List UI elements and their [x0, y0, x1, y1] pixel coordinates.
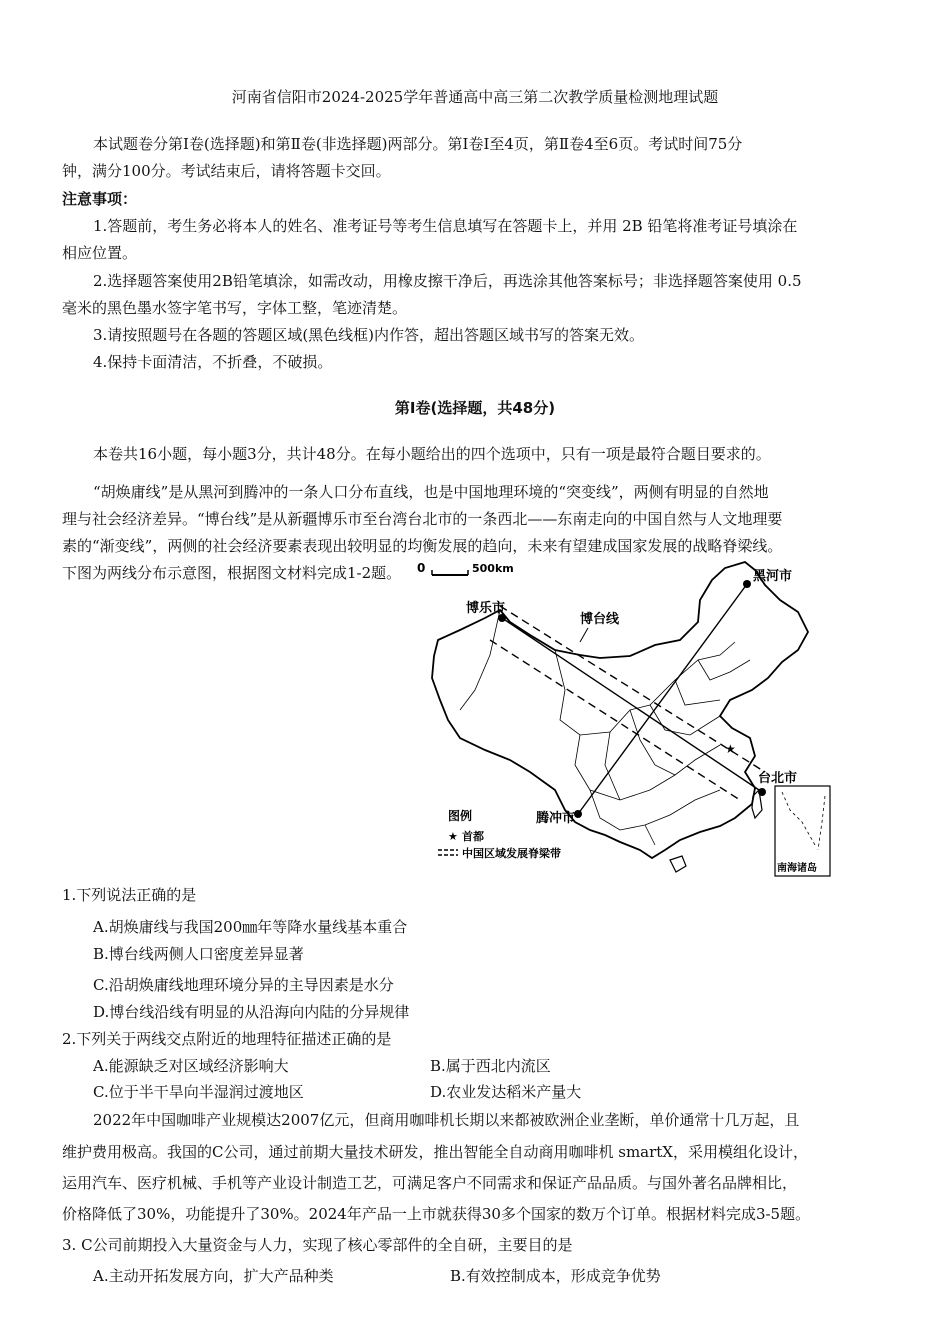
label-bole: 博乐市	[466, 601, 506, 616]
intro-line-1: 本试题卷分第Ⅰ卷(选择题)和第Ⅱ卷(非选择题)两部分。第Ⅰ卷Ⅰ至4页，第Ⅱ卷4至6页。考试时间75分	[93, 135, 743, 153]
passage1-line-4: 下图为两线分布示意图，根据图文材料完成1-2题。	[62, 564, 402, 582]
legend-title: 图例	[448, 809, 473, 823]
legend-capital: 首都	[462, 830, 484, 843]
q2-option-d: D.农业发达稻米产量大	[430, 1083, 582, 1101]
label-heihe: 黑河市	[753, 569, 793, 584]
botai-pointer	[580, 628, 588, 642]
q1-option-d: D.博台线沿线有明显的从沿海向内陆的分异规律	[93, 1003, 410, 1021]
capital-star-icon: ★	[725, 742, 736, 756]
heihe-dot	[743, 580, 751, 588]
taipei-dot	[758, 788, 766, 796]
province-boundaries	[460, 610, 750, 845]
q2-stem: 2.下列关于两线交点附近的地理特征描述正确的是	[62, 1030, 392, 1048]
section-description: 本卷共16小题，每小题3分，共计48分。在每小题给出的四个选项中，只有一项是最符合题目要求的。	[93, 445, 771, 463]
notice-item-1-cont: 相应位置。	[62, 244, 138, 262]
q2-option-a: A.能源缺乏对区域经济影响大	[93, 1057, 289, 1075]
q1-option-b: B.博台线两侧人口密度差异显著	[93, 945, 304, 963]
page-title: 河南省信阳市2024-2025学年普通高中高三第二次教学质量检测地理试题	[231, 88, 719, 106]
notice-item-2: 2.选择题答案使用2B铅笔填涂，如需改动，用橡皮擦干净后，再选涂其他答案标号；非选择题答案使用 0.5	[93, 272, 802, 290]
passage1-line-1: “胡焕庸线”是从黑河到腾冲的一条人口分布直线，也是中国地理环境的“突变线”，两侧有明显的自然地	[93, 483, 769, 501]
q2-option-b: B.属于西北内流区	[430, 1057, 551, 1075]
q3-option-a: A.主动开拓发展方向，扩大产品种类	[93, 1267, 334, 1285]
passage1-line-3: 素的“渐变线”，两侧的社会经济要素表现出较明显的均衡发展的趋向，未来有望建成国家发展的战略脊梁线。	[62, 537, 783, 555]
notice-item-2-cont: 毫米的黑色墨水签字笔书写，字体工整，笔迹清楚。	[62, 299, 408, 317]
china-two-lines-map	[417, 560, 870, 880]
q1-option-c: C.沿胡焕庸线地理环境分异的主导因素是水分	[93, 976, 394, 994]
label-tengchong: 腾冲市	[536, 811, 576, 826]
label-botai: 博台线	[580, 612, 620, 627]
legend-star-icon: ★	[448, 830, 458, 843]
legend-belt: 中国区域发展脊梁带	[462, 847, 561, 860]
q3-stem: 3. C公司前期投入大量资金与人力，实现了核心零部件的全自研，主要目的是	[62, 1236, 573, 1254]
passage1-line-2: 理与社会经济差异。“博台线”是从新疆博乐市至台湾台北市的一条西北——东南走向的中国自然与人文地理要	[62, 510, 783, 528]
tengchong-dot	[574, 810, 582, 818]
label-south-sea: 南海诸岛	[777, 863, 817, 874]
passage2-line-1: 2022年中国咖啡产业规模达2007亿元，但商用咖啡机长期以来都被欧洲企业垄断，单价通常十几万起，且	[93, 1111, 800, 1129]
q2-option-c: C.位于半干旱向半湿润过渡地区	[93, 1083, 304, 1101]
passage2-line-4: 价格降低了30%，功能提升了30%。2024年产品一上市就获得30多个国家的数万个订单。根据材料完成3-5题。	[62, 1205, 811, 1223]
hainan-island	[670, 856, 686, 872]
q1-stem: 1.下列说法正确的是	[62, 886, 197, 904]
section-heading: 第Ⅰ卷(选择题，共48分)	[394, 399, 556, 417]
notice-item-1: 1.答题前，考生务必将本人的姓名、准考证号等考生信息填写在答题卡上，并用 2B 铅笔将准考证号填涂在	[93, 217, 798, 235]
label-taipei: 台北市	[758, 771, 798, 786]
notice-heading: 注意事项：	[62, 190, 138, 208]
scale-zero: 0	[417, 561, 426, 575]
passage2-line-2: 维护费用极高。我国的C公司，通过前期大量技术研发，推出智能全自动商用咖啡机 smartX，采用模组化设计，	[62, 1143, 808, 1161]
scale-label: 500km	[472, 562, 514, 575]
notice-item-3: 3.请按照题号在各题的答题区域(黑色线框)内作答，超出答题区域书写的答案无效。	[93, 326, 645, 344]
scale-bar	[432, 570, 468, 575]
q3-option-b: B.有效控制成本，形成竞争优势	[450, 1267, 661, 1285]
intro-line-2: 钟，满分100分。考试结束后，请将答题卡交回。	[62, 162, 391, 180]
q1-option-a: A.胡焕庸线与我国200㎜年等降水量线基本重合	[93, 918, 408, 936]
passage2-line-3: 运用汽车、医疗机械、手机等产业设计制造工艺，可满足客户不同需求和保证产品品质。与国外著名品牌相比，	[62, 1174, 798, 1192]
botai-line	[502, 618, 762, 792]
notice-item-4: 4.保持卡面清洁，不折叠，不破损。	[93, 353, 333, 371]
